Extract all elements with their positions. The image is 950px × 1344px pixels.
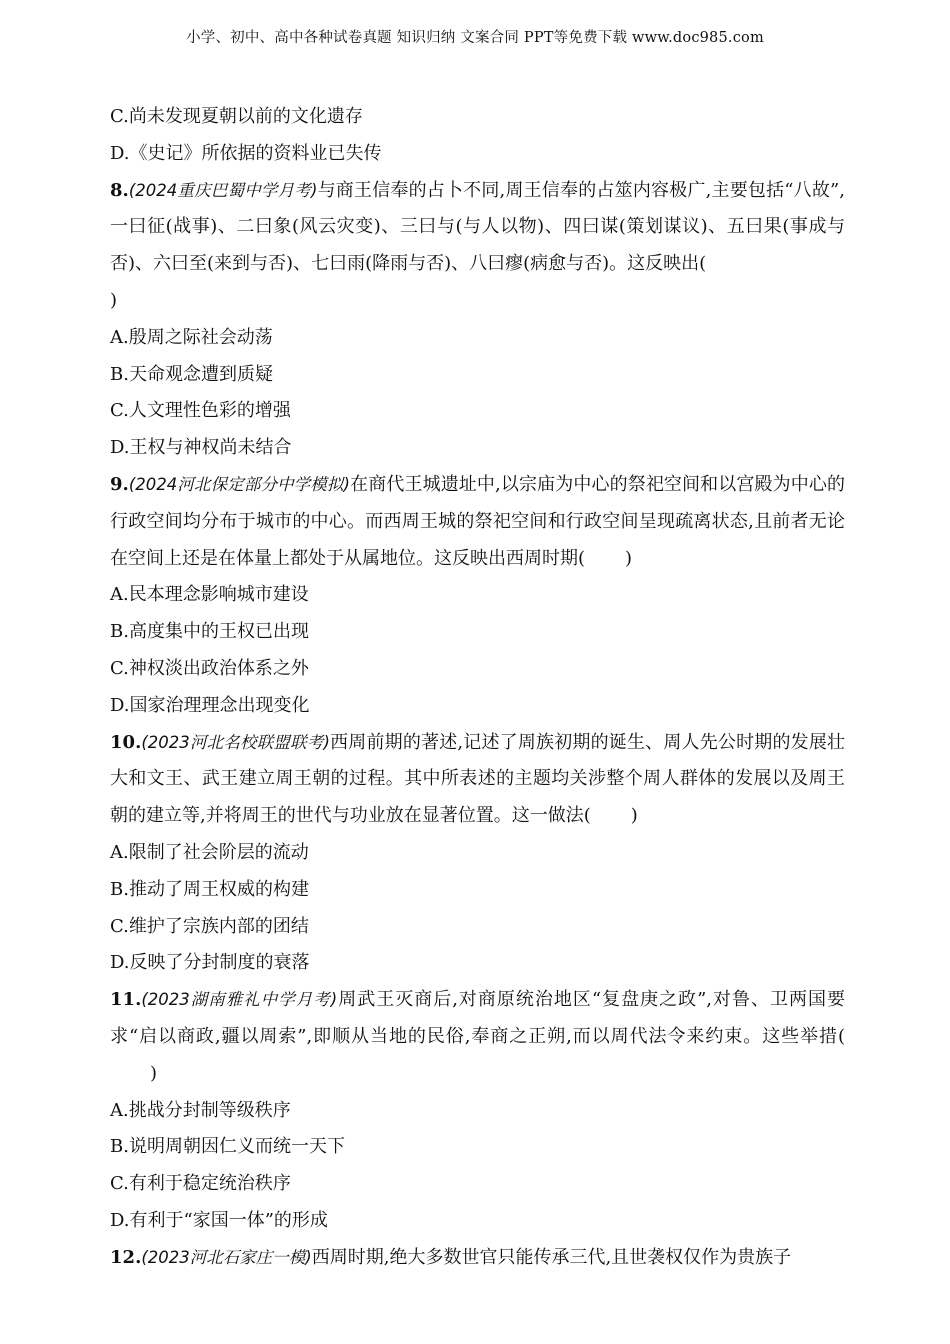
option-a: A.殷周之际社会动荡 [110, 326, 273, 348]
question-close: ) [625, 547, 633, 569]
option-b: B.推动了周王权威的构建 [110, 878, 309, 900]
question-11: 11.(2023湖南雅礼中学月考)周武王灭商后,对商原统治地区“复盘庚之政”,对鲁、卫两国要求“启以商政,疆以周索”,即顺从当地的民俗,奉商之正朔,而以周代法令来约束。这些举措() [110, 989, 845, 1084]
question-number: 10 [110, 731, 136, 753]
question-stem: 西周时期,绝大多数世官只能传承三代,且世袭权仅作为贵族子 [311, 1246, 792, 1268]
question-source: (2023河北石家庄一模) [141, 1247, 312, 1267]
question-stem: 在商代王城遗址中,以宗庙为中心的祭祀空间和以宫殿为中心的行政空间均分布于城市的中心。而西周王城的祭祀空间和行政空间呈现疏离状态,且前者无论在空间上还是在体量上都处于从属地位。这反映出西周时期( [110, 473, 845, 569]
question-stem: 周武王灭商后,对商原统治地区“复盘庚之政”,对鲁、卫两国要求“启以商政,疆以周索”,即顺从当地的民俗,奉商之正朔,而以周代法令来约束。这些举措( [110, 989, 845, 1047]
option-a: A.民本理念影响城市建设 [110, 584, 309, 606]
question-number: 9 [110, 473, 123, 495]
question-8: 8.(2024重庆巴蜀中学月考)与商王信奉的占卜不同,周王信奉的占筮内容极广,主要包括“八故”,一曰征(战事)、二曰象(风云灾变)、三曰与(与人以物)、四曰谋(策划谋议)、五曰果(事成与否)、六曰至(来到与否)、七曰雨(降雨与否)、八曰瘳(病愈与否)。这反映出( [110, 179, 845, 275]
question-9: 9.(2024河北保定部分中学模拟)在商代王城遗址中,以宗庙为中心的祭祀空间和以宫殿为中心的行政空间均分布于城市的中心。而西周王城的祭祀空间和行政空间呈现疏离状态,且前者无论在空间上还是在体量上都处于从属地位。这反映出西周时期( ) [110, 473, 845, 569]
question-10: 10.(2023河北名校联盟联考)西周前期的著述,记述了周族初期的诞生、周人先公时期的发展壮大和文王、武王建立周王朝的过程。其中所表述的主题均关涉整个周人群体的发展以及周王朝的建立等,并将周王的世代与功业放在显著位置。这一做法( ) [110, 731, 845, 827]
question-source: (2023湖南雅礼中学月考) [141, 990, 338, 1010]
question-source: (2023河北名校联盟联考) [141, 732, 330, 752]
option-a: A.限制了社会阶层的流动 [110, 841, 309, 863]
option-d: D.王权与神权尚未结合 [110, 437, 292, 459]
option-d: D.反映了分封制度的衰落 [110, 952, 310, 974]
question-close: ) [630, 805, 638, 827]
question-stem: 西周前期的著述,记述了周族初期的诞生、周人先公时期的发展壮大和文王、武王建立周王朝的过程。其中所表述的主题均关涉整个周人群体的发展以及周王朝的建立等,并将周王的世代与功业放在显著位置。这一做法( [110, 731, 845, 827]
option-a: A.挑战分封制等级秩序 [110, 1099, 291, 1121]
question-stem: 与商王信奉的占卜不同,周王信奉的占筮内容极广,主要包括“八故”,一曰征(战事)、二曰象(风云灾变)、三曰与(与人以物)、四曰谋(策划谋议)、五曰果(事成与否)、六曰至(来到与否)、七曰雨(降雨与否)、八曰瘳(病愈与否)。这反映出( [110, 179, 845, 275]
option-b: B.说明周朝因仁义而统一天下 [110, 1136, 345, 1158]
question-number: 12 [110, 1246, 136, 1268]
question-number: 11 [110, 989, 136, 1011]
option-b: B.天命观念遭到质疑 [110, 363, 273, 385]
document-body [110, 99, 845, 1277]
question-close: ) [110, 289, 118, 311]
option-c-prev: C.尚未发现夏朝以前的文化遗存 [110, 106, 363, 127]
question-source: (2024河北保定部分中学模拟) [128, 474, 350, 494]
page-header: 小学、初中、高中各种试卷真题 知识归纳 文案合同 PPT等免费下载 www.doc985.com [186, 30, 764, 46]
question-source: (2024重庆巴蜀中学月考) [128, 180, 318, 200]
question-close: ) [150, 1062, 158, 1084]
option-d: D.国家治理理念出现变化 [110, 694, 310, 716]
question-number: 8 [110, 179, 123, 201]
option-c: C.维护了宗族内部的团结 [110, 915, 309, 937]
option-c: C.神权淡出政治体系之外 [110, 657, 309, 679]
option-d-prev: D.《史记》所依据的资料业已失传 [110, 142, 382, 164]
option-d: D.有利于“家国一体”的形成 [110, 1209, 328, 1231]
option-c: C.人文理性色彩的增强 [110, 400, 291, 422]
question-12: 12.(2023河北石家庄一模)西周时期,绝大多数世官只能传承三代,且世袭权仅作为贵族子 [110, 1246, 792, 1268]
option-c: C.有利于稳定统治秩序 [110, 1173, 291, 1195]
option-b: B.高度集中的王权已出现 [110, 621, 309, 643]
